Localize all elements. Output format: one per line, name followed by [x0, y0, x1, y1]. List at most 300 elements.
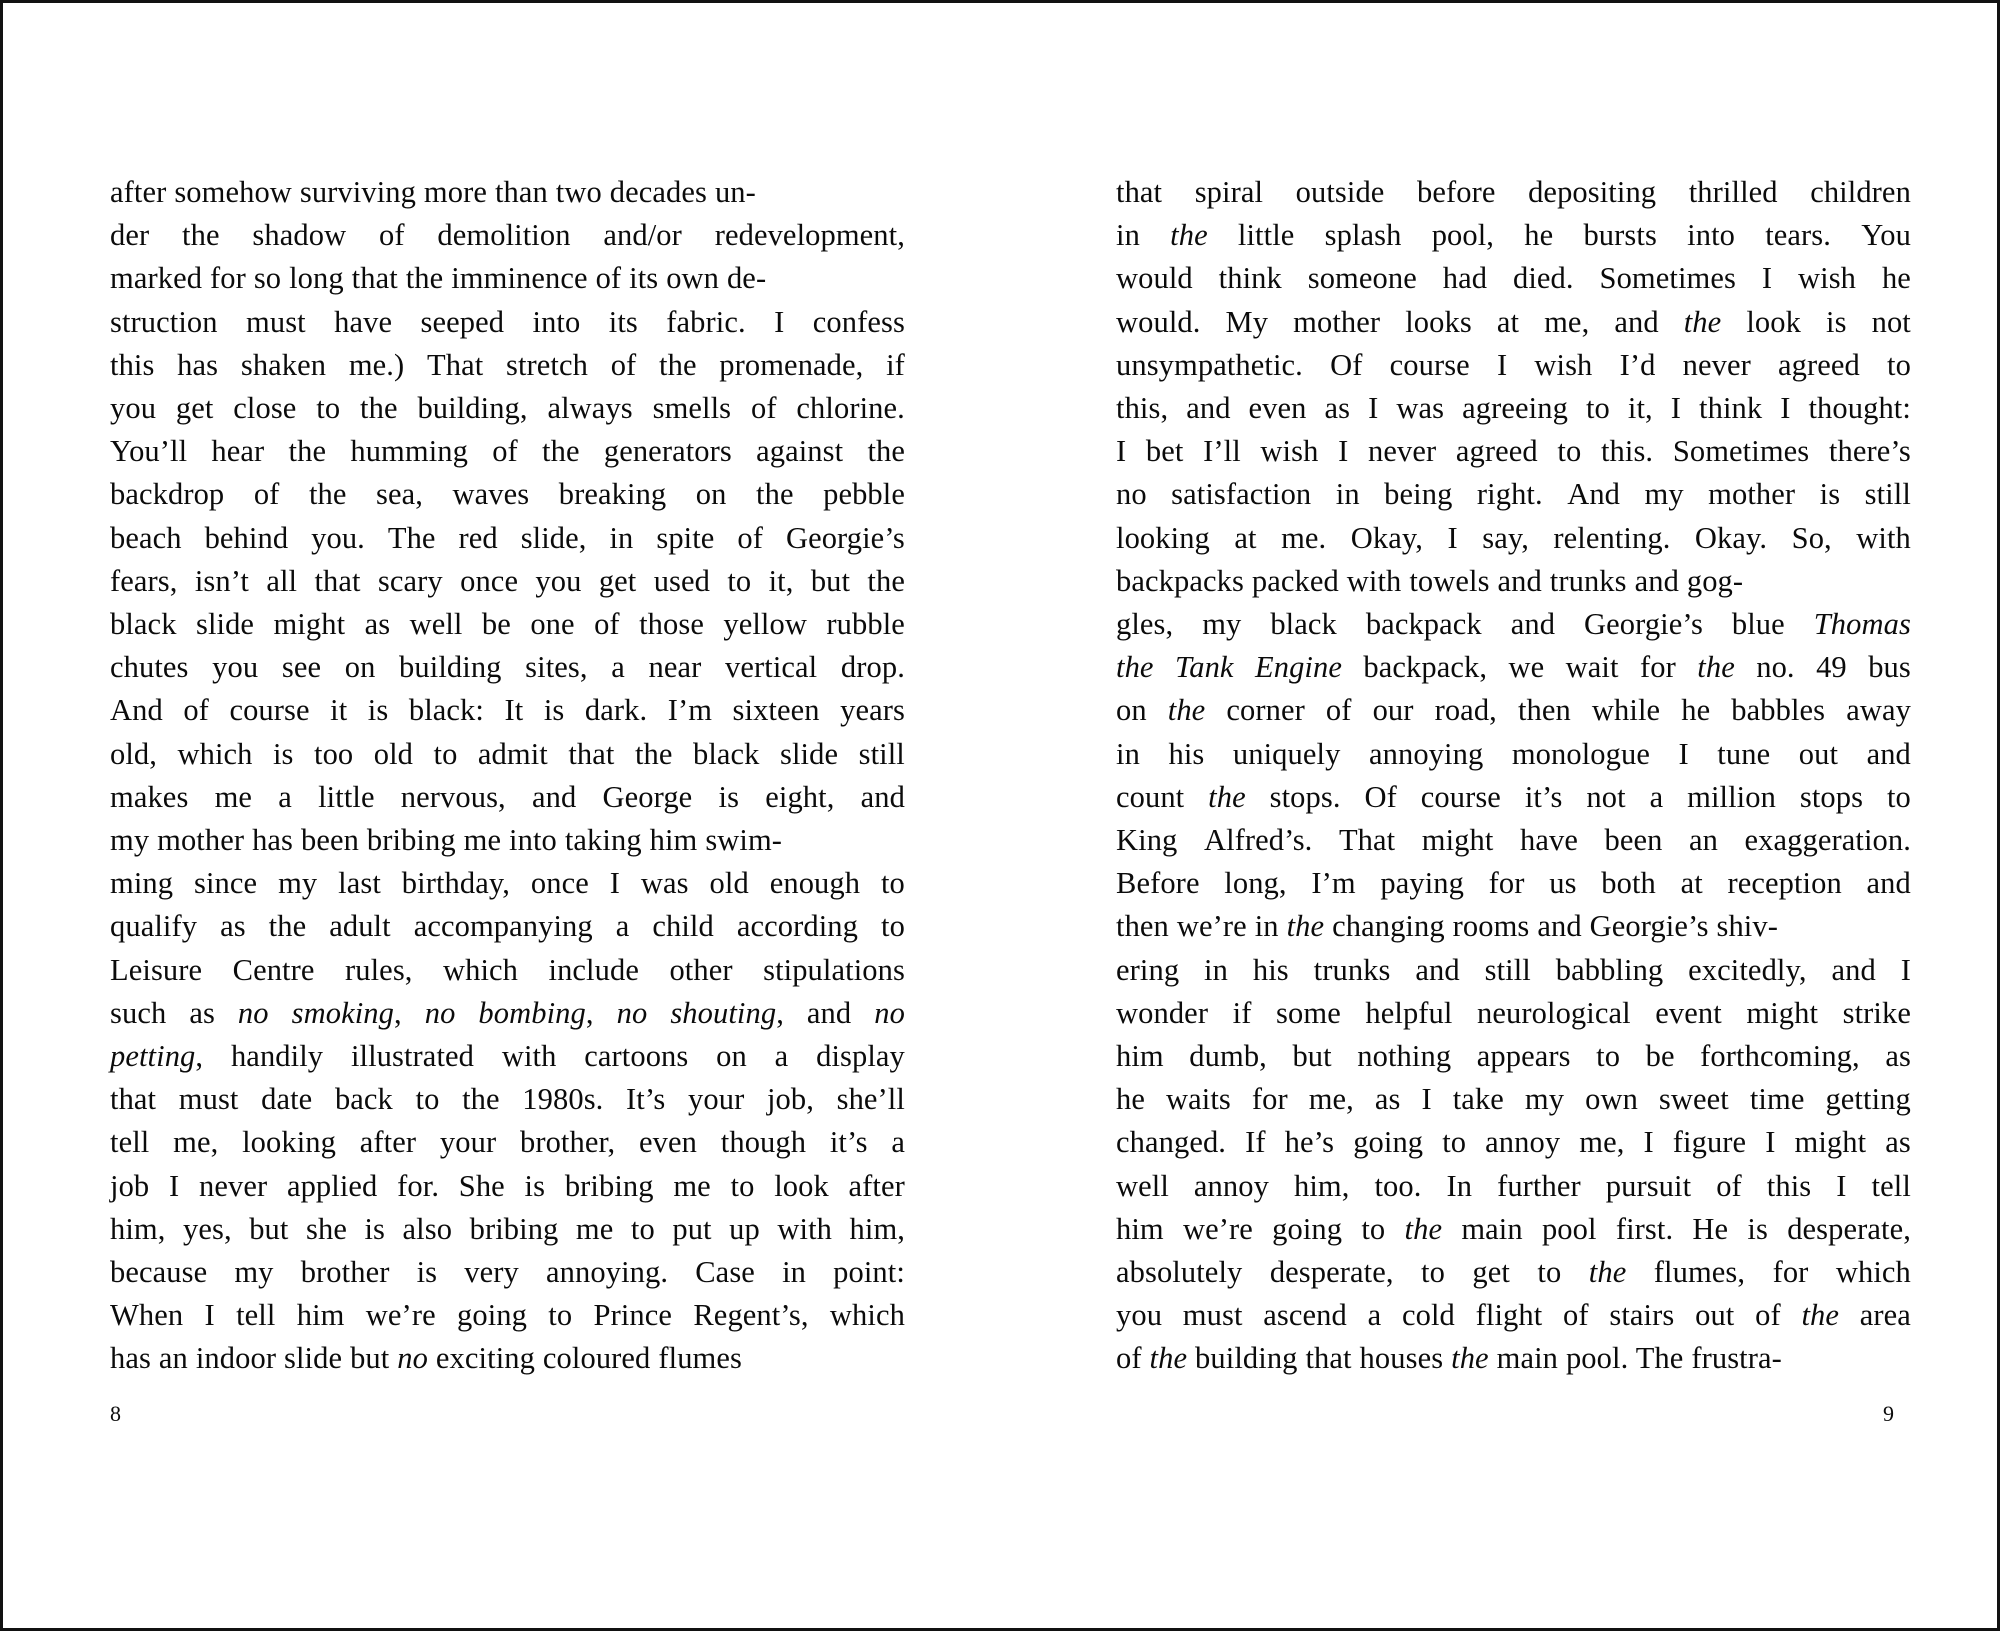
word: It’s — [626, 1082, 666, 1117]
word: my — [1644, 477, 1684, 512]
word: he — [1524, 218, 1554, 253]
word: the — [1697, 650, 1735, 685]
word: and — [806, 995, 852, 1030]
word: of — [1325, 693, 1352, 728]
word: tell — [110, 1125, 150, 1160]
word: birthday, — [401, 866, 510, 901]
word: stairs — [1609, 1298, 1675, 1333]
word: exaggeration. — [1744, 823, 1911, 858]
word: Prince — [593, 1298, 673, 1333]
word: as — [189, 995, 215, 1030]
word: that — [568, 736, 615, 771]
word: into — [532, 304, 581, 339]
word: waves — [452, 477, 530, 512]
word: rules, — [345, 952, 413, 987]
word: for — [1488, 866, 1525, 901]
word: always — [547, 391, 633, 426]
word: I — [169, 1168, 180, 1203]
word: was — [640, 866, 689, 901]
word: children — [1810, 175, 1911, 209]
word: reception — [1727, 866, 1842, 901]
word: have — [1519, 823, 1578, 858]
word: is — [416, 1255, 438, 1290]
word: we’re — [365, 1298, 436, 1333]
word: my — [1202, 607, 1242, 642]
text-line — [110, 733, 905, 776]
word: as — [1885, 1039, 1911, 1074]
word: my — [1524, 1082, 1565, 1117]
word: course — [1389, 347, 1470, 382]
word: his — [1168, 736, 1205, 771]
word: you — [212, 650, 259, 685]
word: the — [542, 434, 580, 469]
word: old — [373, 736, 414, 771]
word: bribing — [469, 1211, 559, 1246]
word: tell — [1871, 1168, 1911, 1203]
word: been — [1604, 823, 1663, 858]
word: years — [840, 693, 905, 728]
text-line — [110, 776, 905, 819]
word: Before — [1116, 866, 1200, 901]
word: is — [1819, 477, 1841, 512]
word: sites, — [525, 650, 588, 685]
word: if — [1232, 995, 1252, 1030]
word: chlorine. — [796, 391, 905, 426]
word: as — [1324, 391, 1351, 426]
word: as — [364, 607, 391, 642]
word: me — [575, 1211, 614, 1246]
word: get — [175, 391, 214, 426]
word: no. — [1756, 650, 1795, 685]
word: still — [1484, 952, 1531, 987]
word: little — [1237, 218, 1295, 253]
word: bet — [1145, 434, 1184, 469]
word: yes, — [183, 1211, 232, 1246]
word: That — [427, 347, 484, 382]
word: wish — [1260, 434, 1319, 469]
word: seeped — [420, 304, 505, 339]
word: of — [737, 520, 763, 555]
word: in — [1335, 477, 1360, 512]
word: the — [308, 477, 347, 512]
text-line — [1116, 1165, 1911, 1208]
word: Regent’s, — [693, 1298, 809, 1333]
word: unsympathetic. — [1116, 347, 1303, 382]
text-line — [1116, 862, 1911, 905]
word: is — [543, 693, 565, 728]
word: babbling — [1555, 952, 1664, 987]
word: a — [615, 909, 630, 944]
text-line — [110, 905, 905, 948]
word: up — [729, 1211, 760, 1246]
word: in — [1116, 218, 1140, 253]
text-line — [110, 646, 905, 689]
word: though — [720, 1125, 807, 1160]
word: humming — [350, 434, 468, 469]
word: too. — [1374, 1168, 1422, 1203]
word: your — [688, 1082, 745, 1117]
word: but — [1292, 1039, 1332, 1074]
word: spite — [656, 520, 715, 555]
text-line — [1116, 387, 1911, 430]
left-page-body-text — [110, 171, 905, 1381]
word: bursts — [1583, 218, 1657, 253]
word: is — [367, 693, 389, 728]
word: It — [504, 693, 524, 728]
word: which — [829, 1298, 905, 1333]
word: trunks — [1313, 952, 1391, 987]
word: I — [1780, 391, 1791, 426]
text-line — [1116, 1208, 1911, 1251]
word: the — [659, 347, 697, 382]
word: Georgie’s — [785, 520, 905, 555]
word: a — [891, 1125, 905, 1160]
text-line — [110, 387, 905, 430]
word: died. — [1512, 261, 1574, 296]
text-line: my mother has been bribing me into taking him swim- — [110, 823, 783, 858]
text-line — [110, 560, 905, 603]
word: me — [214, 779, 253, 814]
text-line — [1116, 992, 1911, 1035]
word: date — [261, 1082, 313, 1117]
word: struction — [110, 304, 218, 339]
word: is — [1826, 304, 1847, 339]
text-line — [1116, 949, 1911, 992]
text-line — [110, 1121, 905, 1164]
word: I — [1338, 434, 1349, 469]
text-line — [1116, 1251, 1911, 1294]
word: bus — [1868, 650, 1911, 685]
word: Engine — [1254, 650, 1342, 685]
word: going — [1353, 1125, 1424, 1160]
word: he — [1881, 261, 1911, 296]
word: she’ll — [836, 1082, 905, 1117]
word: tune — [1717, 736, 1771, 771]
word: his — [1252, 952, 1289, 987]
word: used — [653, 563, 711, 598]
word: looks — [1405, 304, 1472, 339]
word: corner — [1226, 693, 1305, 728]
word: going — [457, 1298, 527, 1333]
word: must — [1182, 1298, 1243, 1333]
word: the — [867, 563, 905, 598]
word: my — [234, 1255, 274, 1290]
word: might — [1421, 823, 1494, 858]
word: I — [1116, 434, 1127, 469]
word: sea, — [376, 477, 423, 512]
word: uniquely — [1232, 736, 1341, 771]
word: breaking — [558, 477, 667, 512]
word: and — [1831, 952, 1876, 987]
word: of — [253, 477, 280, 512]
word: against — [756, 434, 844, 469]
word: as — [1374, 1082, 1401, 1117]
word: on — [344, 650, 376, 685]
word: brother — [300, 1255, 390, 1290]
word: I — [1421, 1082, 1432, 1117]
word: no — [616, 995, 648, 1030]
word: I — [774, 304, 785, 339]
word: slide, — [520, 520, 587, 555]
word: back — [334, 1082, 393, 1117]
word: looking — [1116, 520, 1210, 555]
word: because — [110, 1255, 208, 1290]
word: you — [1116, 1298, 1163, 1333]
word: with — [1856, 520, 1911, 555]
word: redevelopment, — [714, 218, 905, 253]
word: black — [1270, 607, 1337, 642]
word: to — [433, 736, 458, 771]
word: this. — [1600, 434, 1654, 469]
word: smoking, — [291, 995, 402, 1030]
word: well — [1116, 1168, 1169, 1203]
word: for — [1772, 1255, 1809, 1290]
word: be — [1645, 1039, 1675, 1074]
word: outside — [1295, 175, 1385, 209]
word: blue — [1731, 607, 1785, 642]
word: Centre — [232, 952, 315, 987]
word: the — [182, 218, 220, 253]
word: So, — [1791, 520, 1832, 555]
word: the — [462, 1082, 500, 1117]
word: Of — [1330, 347, 1363, 382]
word: not — [1871, 304, 1911, 339]
word: according — [736, 909, 859, 944]
word: to — [1361, 1211, 1386, 1246]
word: and — [1866, 866, 1911, 901]
word: isn’t — [194, 563, 249, 598]
word: is — [718, 779, 740, 814]
word: bombing, — [478, 995, 594, 1030]
word: the — [1404, 1211, 1443, 1246]
word: no — [1116, 477, 1147, 512]
word: Georgie’s — [1584, 607, 1703, 642]
word: this — [1766, 1168, 1812, 1203]
word: wait — [1565, 650, 1619, 685]
word: away — [1846, 693, 1911, 728]
word: close — [233, 391, 297, 426]
word: annoying — [1368, 736, 1484, 771]
word: changed. — [1116, 1125, 1227, 1160]
word: must — [246, 304, 306, 339]
text-line — [1116, 819, 1911, 862]
word: stretch — [506, 347, 588, 382]
text-line — [110, 344, 905, 387]
word: on — [1116, 693, 1147, 728]
word: the — [1170, 218, 1208, 253]
word: and — [1510, 607, 1556, 642]
text-line — [110, 1165, 905, 1208]
word: that — [314, 563, 361, 598]
word: very — [464, 1255, 519, 1290]
word: the — [360, 391, 398, 426]
word: last — [338, 866, 381, 901]
word: sweet — [1658, 1082, 1729, 1117]
word: I’m — [667, 693, 713, 728]
word: I — [609, 866, 621, 901]
text-line — [1116, 171, 1911, 214]
word: course — [1420, 779, 1501, 814]
word: think — [1699, 391, 1763, 426]
word: adult — [329, 909, 391, 944]
word: nervous, — [400, 779, 506, 814]
text-line: has an indoor slide but no exciting coloured flumes — [110, 1341, 742, 1376]
word: cold — [1401, 1298, 1455, 1333]
word: out — [1695, 1298, 1735, 1333]
word: wonder — [1116, 995, 1209, 1030]
text-line — [110, 1078, 905, 1121]
word: helpful — [1365, 995, 1453, 1030]
word: Okay. — [1694, 520, 1768, 555]
text-line — [1116, 733, 1911, 776]
word: event — [1655, 995, 1722, 1030]
word: paying — [1380, 866, 1464, 901]
word: other — [669, 952, 733, 987]
word: if — [886, 347, 905, 382]
word: point: — [833, 1255, 905, 1290]
word: its — [608, 304, 638, 339]
word: promenade, — [719, 347, 864, 382]
word: before — [1417, 175, 1496, 209]
word: me.) — [348, 347, 405, 382]
word: wish — [1798, 261, 1857, 296]
word: job, — [766, 1082, 814, 1117]
word: the — [756, 477, 794, 512]
word: main — [1461, 1211, 1523, 1246]
word: me, — [1544, 304, 1590, 339]
word: at — [1496, 304, 1520, 339]
word: qualify — [110, 909, 198, 944]
word: drop. — [840, 650, 905, 685]
word: at — [1234, 520, 1257, 555]
word: dumb, — [1189, 1039, 1267, 1074]
word: me, — [1579, 1125, 1625, 1160]
text-line: after somehow surviving more than two decades un- — [110, 175, 756, 209]
word: me, — [1308, 1082, 1354, 1117]
word: of — [492, 434, 518, 469]
word: after — [359, 1125, 417, 1160]
page-number-left: 8 — [110, 1401, 121, 1426]
word: stops — [1799, 779, 1864, 814]
text-line — [1116, 257, 1911, 300]
text-line — [110, 949, 905, 992]
word: even — [1248, 391, 1307, 426]
word: King — [1116, 823, 1178, 858]
word: Alfred’s. — [1203, 823, 1313, 858]
word: makes — [110, 779, 189, 814]
word: had — [1442, 261, 1488, 296]
word: nothing — [1357, 1039, 1452, 1074]
word: to — [1887, 347, 1911, 382]
word: own — [1585, 1082, 1638, 1117]
word: as — [1885, 1125, 1911, 1160]
word: and — [531, 779, 577, 814]
word: such — [110, 995, 167, 1030]
word: I — [1836, 1168, 1847, 1203]
word: that — [110, 1082, 157, 1117]
word: behind — [204, 520, 289, 555]
word: for — [1251, 1082, 1288, 1117]
word: of — [1563, 1298, 1589, 1333]
word: She — [458, 1168, 505, 1203]
word: backdrop — [110, 477, 225, 512]
word: going — [1272, 1211, 1343, 1246]
word: a — [1649, 779, 1664, 814]
text-line — [110, 1035, 905, 1078]
word: in — [782, 1255, 806, 1290]
word: of — [379, 218, 405, 253]
word: to — [1442, 1125, 1467, 1160]
word: on — [695, 477, 727, 512]
word: also — [402, 1211, 453, 1246]
word: I’m — [1311, 866, 1356, 901]
word: for — [1639, 650, 1676, 685]
word: in — [1116, 736, 1140, 771]
word: figure — [1672, 1125, 1747, 1160]
word: see — [281, 650, 322, 685]
word: get — [1472, 1255, 1510, 1290]
word: demolition — [437, 218, 571, 253]
word: neurological — [1477, 995, 1631, 1030]
word: to — [727, 563, 752, 598]
word: him — [1116, 1039, 1164, 1074]
word: forthcoming, — [1700, 1039, 1860, 1074]
word: job — [110, 1168, 150, 1203]
word: stops. — [1269, 779, 1341, 814]
word: Sometimes — [1599, 261, 1736, 296]
word: Sometimes — [1672, 434, 1810, 469]
word: and — [1415, 952, 1460, 987]
word: slide — [780, 736, 839, 771]
word: the — [288, 434, 327, 469]
word: it’s — [1524, 779, 1563, 814]
word: getting — [1825, 1082, 1911, 1117]
word: In — [1446, 1168, 1473, 1203]
word: to — [548, 1298, 573, 1333]
word: but — [249, 1211, 289, 1246]
word: rubble — [826, 607, 905, 642]
word: Tank — [1174, 650, 1234, 685]
word: enough — [769, 866, 861, 901]
word: yellow — [723, 607, 807, 642]
word: never — [198, 1168, 268, 1203]
word: was — [1396, 391, 1445, 426]
word: You’ll — [110, 434, 188, 469]
word: that — [1116, 175, 1163, 209]
word: applied — [286, 1168, 378, 1203]
word: is — [524, 1168, 546, 1203]
word: dark. — [584, 693, 648, 728]
word: think — [1218, 261, 1282, 296]
word: flight — [1475, 1298, 1543, 1333]
word: of — [750, 391, 777, 426]
word: to — [730, 1168, 755, 1203]
word: I — [1670, 391, 1682, 426]
word: out — [1798, 736, 1839, 771]
word: old, — [110, 736, 157, 771]
word: to — [1537, 1255, 1562, 1290]
word: in — [609, 520, 634, 555]
word: relenting. — [1553, 520, 1671, 555]
word: which — [177, 736, 253, 771]
word: I — [1900, 952, 1911, 987]
word: agreeing — [1462, 391, 1568, 426]
text-line — [1116, 473, 1911, 516]
word: time — [1749, 1082, 1805, 1117]
word: satisfaction — [1171, 477, 1312, 512]
text-line — [110, 473, 905, 516]
word: no — [424, 995, 456, 1030]
